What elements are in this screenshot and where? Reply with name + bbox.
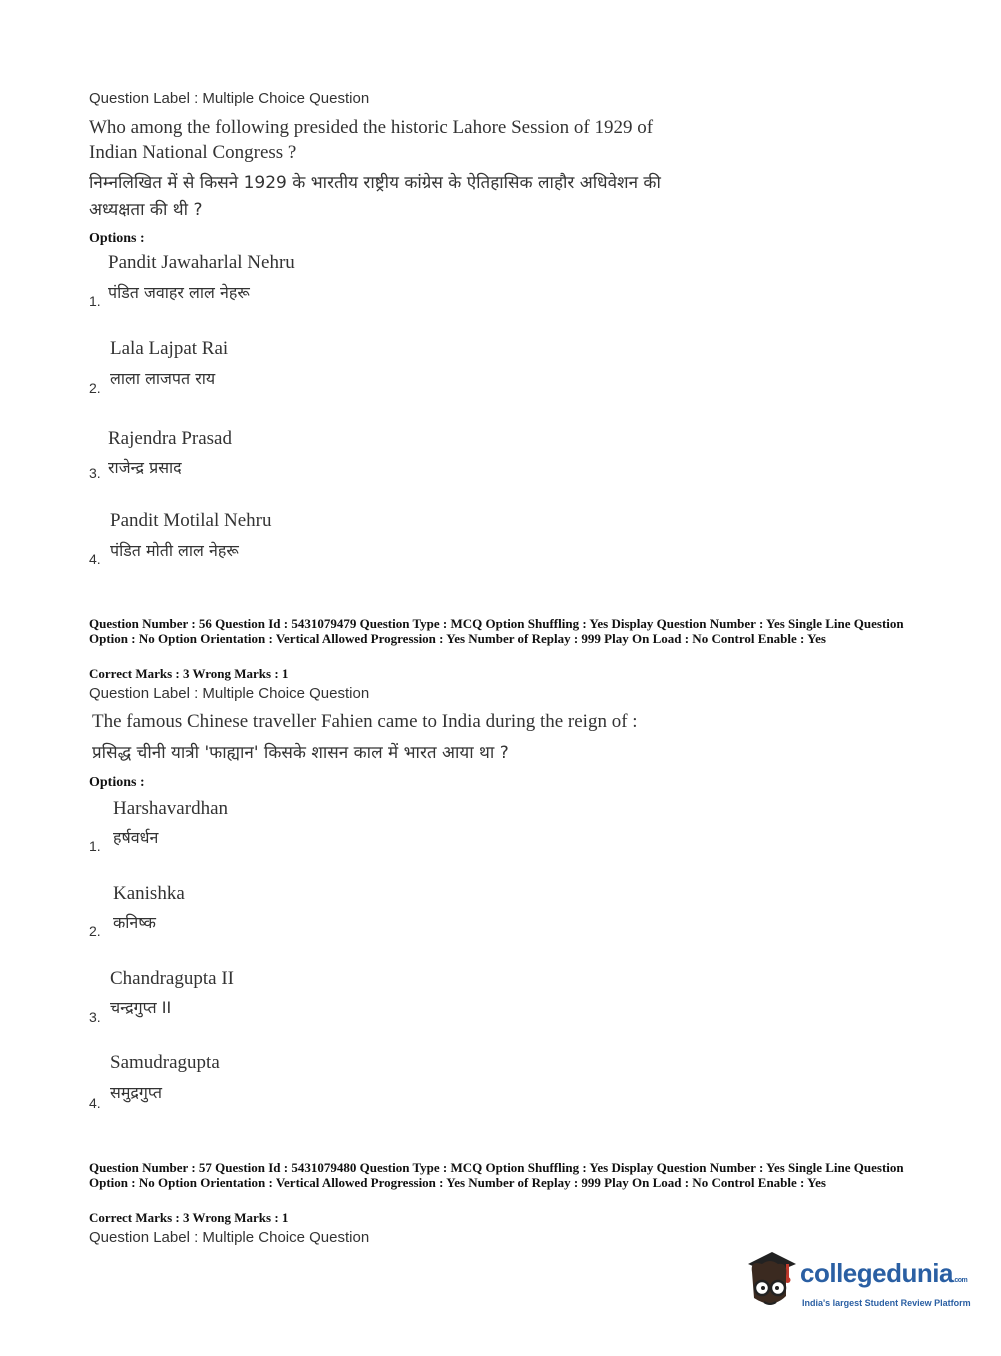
- option-2-number: 2.: [89, 380, 101, 396]
- question-text-hi-cont: अध्यक्षता की थी ?: [89, 200, 203, 220]
- option-2-en[interactable]: Lala Lajpat Rai: [110, 338, 229, 359]
- question-label: Question Label : Multiple Choice Question: [89, 685, 370, 702]
- logo-suffix: .com: [952, 1277, 968, 1284]
- question-marks: Correct Marks : 3 Wrong Marks : 1: [89, 1210, 289, 1225]
- option-4-number: 4.: [89, 1095, 101, 1111]
- option-4-number: 4.: [89, 551, 101, 567]
- question-text-en: Who among the following presided the historic Lahore Session of 1929 of: [89, 117, 654, 138]
- option-2-en[interactable]: Kanishka: [113, 883, 185, 904]
- question-label: Question Label : Multiple Choice Question: [89, 1229, 370, 1246]
- mascot-icon: [742, 1250, 798, 1314]
- option-3-en[interactable]: Chandragupta II: [110, 968, 234, 989]
- collegedunia-logo[interactable]: [742, 1250, 972, 1320]
- logo-tagline: India's largest Student Review Platform: [802, 1298, 971, 1308]
- option-1-en[interactable]: Pandit Jawaharlal Nehru: [108, 252, 295, 273]
- option-1-number: 1.: [89, 293, 101, 309]
- option-1-en[interactable]: Harshavardhan: [113, 798, 229, 819]
- question-meta: Question Number : 57 Question Id : 5431079480 Question Type : MCQ Option Shuffling : Yes Display Question Number : Yes Single Line Question Option : No Option Orientation : Vertical Allowed Progression : Yes Number of Replay : 999 Play On Load : No Control Enable : Yes: [89, 1160, 904, 1190]
- option-2-hi[interactable]: कनिष्क: [113, 913, 156, 932]
- option-3-hi[interactable]: चन्द्रगुप्त II: [110, 998, 172, 1017]
- question-marks: Correct Marks : 3 Wrong Marks : 1: [89, 666, 289, 681]
- option-4-en[interactable]: Pandit Motilal Nehru: [110, 510, 272, 531]
- option-4-hi[interactable]: पंडित मोती लाल नेहरू: [110, 541, 239, 560]
- question-meta: Question Number : 56 Question Id : 5431079479 Question Type : MCQ Option Shuffling : Yes Display Question Number : Yes Single Line Question Option : No Option Orientation : Vertical Allowed Progression : Yes Number of Replay : 999 Play On Load : No Control Enable : Yes: [89, 616, 904, 646]
- option-4-en[interactable]: Samudragupta: [110, 1052, 220, 1073]
- option-3-number: 3.: [89, 1009, 101, 1025]
- option-3-en[interactable]: Rajendra Prasad: [108, 428, 232, 449]
- question-text-en: The famous Chinese traveller Fahien came to India during the reign of :: [92, 711, 638, 732]
- option-2-hi[interactable]: लाला लाजपत राय: [110, 369, 216, 388]
- option-3-number: 3.: [89, 465, 101, 481]
- option-1-hi[interactable]: हर्षवर्धन: [113, 828, 159, 847]
- question-text-hi: निम्नलिखित में से किसने 1929 के भारतीय राष्ट्रीय कांग्रेस के ऐतिहासिक लाहौर अधिवेशन की: [89, 173, 661, 193]
- option-4-hi[interactable]: समुद्रगुप्त: [110, 1083, 162, 1102]
- option-2-number: 2.: [89, 923, 101, 939]
- options-heading: Options :: [89, 775, 145, 790]
- option-1-number: 1.: [89, 838, 101, 854]
- options-heading: Options :: [89, 231, 145, 246]
- logo-name: collegedunia: [800, 1258, 953, 1288]
- option-3-hi[interactable]: राजेन्द्र प्रसाद: [108, 458, 182, 477]
- logo-wordmark: [800, 1258, 967, 1289]
- question-text-hi: प्रसिद्ध चीनी यात्री 'फाह्यान' किसके शासन काल में भारत आया था ?: [92, 743, 509, 763]
- option-1-hi[interactable]: पंडित जवाहर लाल नेहरू: [108, 283, 250, 302]
- question-text-en-cont: Indian National Congress ?: [89, 142, 297, 163]
- question-label: Question Label : Multiple Choice Question: [89, 90, 370, 107]
